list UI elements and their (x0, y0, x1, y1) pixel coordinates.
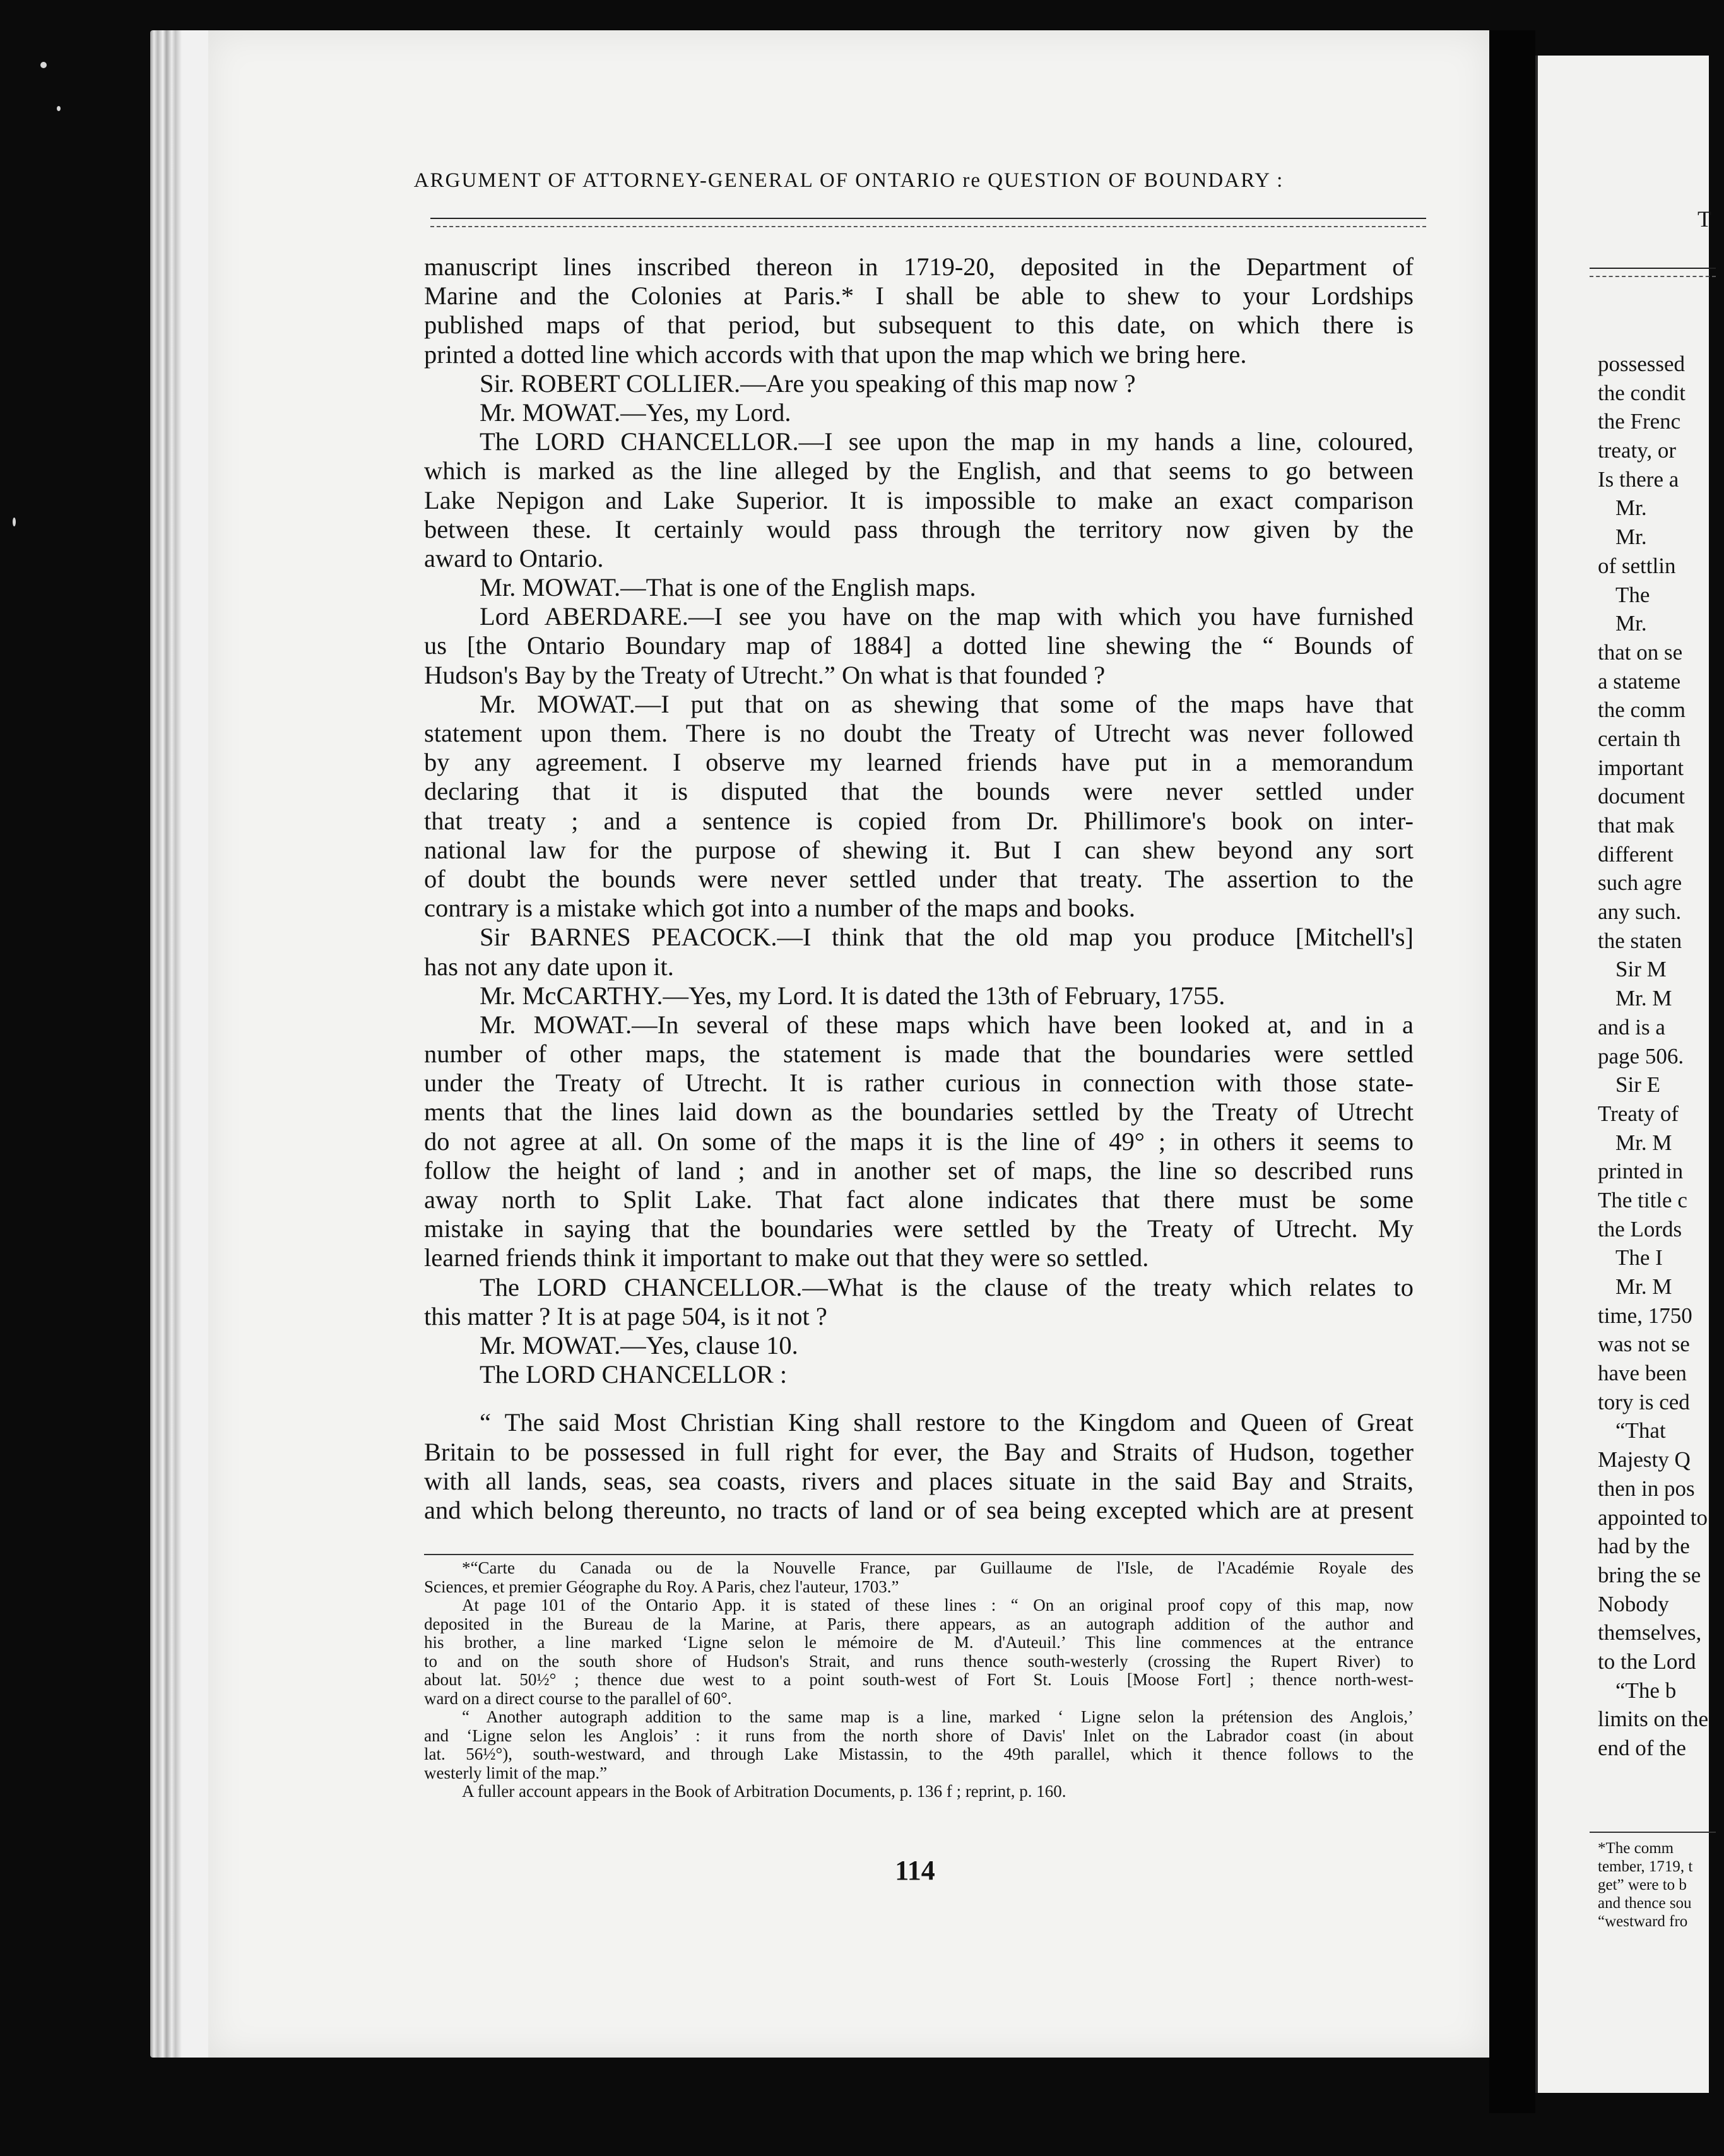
body-line: under the Treaty of Utrecht. It is rather curious in connection with those state- (424, 1069, 1414, 1098)
right-page-line: then in pos (1598, 1476, 1695, 1501)
body-line: Marine and the Colonies at Paris.* I shall be able to shew to your Lordships (424, 281, 1414, 311)
page-number: 114 (895, 1855, 935, 1886)
right-page-footnote-line: and thence sou (1598, 1895, 1692, 1912)
footnote-line: Sciences, et premier Géographe du Roy. A Paris, chez l'auteur, 1703.” (424, 1577, 899, 1596)
right-page-line: possessed (1598, 352, 1686, 376)
footnote-line: *“Carte du Canada ou de la Nouvelle France, par Guillaume de l'Isle, de l'Académie Royale des (462, 1558, 1414, 1577)
right-page-line: Is there a (1598, 466, 1679, 492)
body-line: learned friends think it important to make out that they were so settled. (424, 1243, 1149, 1272)
footnote-line: “ Another autograph addition to the same map is a line, marked ‘ Ligne selon la prétension des Anglois,’ (462, 1707, 1414, 1726)
right-page-line: the Lords (1598, 1216, 1682, 1241)
body-line: mistake in saying that the boundaries were settled by the Treaty of Utrecht. My (424, 1214, 1414, 1243)
right-page-line: the comm (1598, 697, 1686, 723)
body-line: Hudson's Bay by the Treaty of Utrecht.” On what is that founded ? (424, 660, 1106, 689)
right-page-line: any such. (1598, 899, 1682, 925)
body-line: Mr. MOWAT.—That is one of the English maps. (480, 573, 976, 602)
body-line: Mr. MOWAT.—In several of these maps which have been looked at, and in a (480, 1010, 1414, 1039)
right-page-line: Sir E (1615, 1072, 1660, 1098)
body-line: has not any date upon it. (424, 952, 674, 981)
right-page-line: that on se (1598, 639, 1683, 665)
right-page-line: printed in (1598, 1159, 1684, 1184)
body-line: and which belong thereunto, no tracts of land or of sea being excepted which are at present (424, 1495, 1414, 1524)
right-page-header-rule (1590, 268, 1716, 269)
body-line: of doubt the bounds were never settled under that treaty. The assertion to the (424, 864, 1414, 893)
right-page-line: Mr. M (1615, 986, 1672, 1011)
right-page-line: and is a (1598, 1014, 1665, 1040)
right-page-line: Treaty of (1598, 1101, 1679, 1126)
right-page-line: Majesty Q (1598, 1447, 1691, 1472)
body-line: follow the height of land ; and in another set of maps, the line so described runs (424, 1156, 1414, 1185)
book-gutter (1489, 30, 1535, 2113)
body-line: Britain to be possessed in full right for ever, the Bay and Straits of Hudson, together (424, 1437, 1414, 1466)
right-page-line: have been (1598, 1361, 1687, 1386)
body-line: which is marked as the line alleged by the English, and that seems to go between (424, 456, 1414, 485)
right-page-line: had by the (1598, 1534, 1690, 1559)
body-line: that treaty ; and a sentence is copied from Dr. Phillimore's book on inter- (424, 806, 1414, 835)
body-line: us [the Ontario Boundary map of 1884] a dotted line shewing the “ Bounds of (424, 631, 1414, 660)
right-page-header-rule-dotted (1590, 276, 1716, 277)
right-page-line: The title c (1598, 1187, 1687, 1212)
right-page-line: Sir M (1615, 957, 1667, 982)
right-page-line: such agre (1598, 870, 1682, 896)
right-page-line: was not se (1598, 1332, 1690, 1357)
body-line: published maps of that period, but subsequent to this date, on which there is (424, 311, 1414, 340)
body-line: Sir BARNES PEACOCK.—I think that the old map you produce [Mitchell's] (480, 923, 1414, 952)
body-line: The LORD CHANCELLOR.—I see upon the map in my hands a line, coloured, (480, 427, 1414, 456)
right-page-line: to the Lord (1598, 1649, 1696, 1674)
body-line: ments that the lines laid down as the boundaries settled by the Treaty of Utrecht (424, 1098, 1414, 1127)
right-page-line: themselves, (1598, 1620, 1702, 1645)
body-line: away north to Split Lake. That fact alone indicates that there must be some (424, 1185, 1414, 1214)
footnote-line: deposited in the Bureau de la Marine, at Paris, there appears, as an autograph addition of the author and (424, 1614, 1414, 1633)
right-page-line: the Frenc (1598, 409, 1681, 434)
body-line: manuscript lines inscribed thereon in 1719-20, deposited in the Department of (424, 252, 1414, 281)
right-page-line: The (1615, 582, 1650, 607)
body-line: contrary is a mistake which got into a number of the maps and books. (424, 894, 1135, 923)
right-page-line: document (1598, 784, 1686, 809)
footnotes (424, 1559, 1414, 1801)
right-page-line: end of the (1598, 1736, 1686, 1760)
body-line: printed a dotted line which accords with that upon the map which we bring here. (424, 340, 1247, 369)
right-page-footnote-line: *The comm (1598, 1840, 1674, 1857)
right-page-line: different (1598, 841, 1674, 867)
right-page-line: Mr. M (1615, 1130, 1672, 1155)
right-page-line: certain th (1598, 726, 1681, 751)
right-page-line: page 506. (1598, 1043, 1684, 1069)
footnote-line: about lat. 50½° ; thence due west to a point south-west of Fort St. Louis [Moose Fort] ; thence north-west- (424, 1670, 1414, 1689)
right-page-line: time, 1750 (1598, 1303, 1692, 1328)
right-page-line: bring the se (1598, 1562, 1701, 1587)
body-line: Lake Nepigon and Lake Superior. It is impossible to make an exact comparison (424, 485, 1414, 514)
body-line: Mr. McCARTHY.—Yes, my Lord. It is dated the 13th of February, 1755. (480, 981, 1225, 1010)
footnote-rule (424, 1554, 1414, 1555)
body-line: Mr. MOWAT.—Yes, clause 10. (480, 1330, 798, 1359)
footnote-line: A fuller account appears in the Book of Arbitration Documents, p. 136 f ; reprint, p. 160. (462, 1782, 1066, 1801)
body-line: number of other maps, the statement is made that the boundaries were settled (424, 1040, 1414, 1069)
right-page-footnote-rule (1590, 1832, 1716, 1833)
right-page-footnote-line: “westward fro (1598, 1913, 1688, 1930)
footnote-line: At page 101 of the Ontario App. it is stated of these lines : “ On an original proof copy of this map, now (462, 1596, 1414, 1614)
right-page-line: Mr. (1615, 524, 1647, 550)
right-page-line: the staten (1598, 928, 1682, 953)
right-page-line: Nobody (1598, 1591, 1669, 1616)
right-page-line: “That (1615, 1418, 1666, 1443)
body-line: The LORD CHANCELLOR.—What is the clause of the treaty which relates to (480, 1272, 1414, 1301)
body-text (424, 252, 1414, 1525)
footnote-line: ward on a direct course to the parallel of 60°. (424, 1688, 732, 1708)
body-line: “ The said Most Christian King shall restore to the Kingdom and Queen of Great (480, 1408, 1414, 1437)
body-line: Mr. MOWAT.—Yes, my Lord. (480, 398, 791, 427)
body-line: do not agree at all. On some of the maps it is the line of 49° ; in others it seems to (424, 1127, 1414, 1156)
right-page-line: a stateme (1598, 668, 1681, 694)
footnote-line: lat. 56½°), south-westward, and through Lake Mistassin, to the 49th parallel, which it thence follows to the (424, 1744, 1414, 1763)
body-line: statement upon them. There is no doubt the Treaty of Utrecht was never followed (424, 719, 1414, 747)
right-page-footnote-line: get” were to b (1598, 1876, 1687, 1893)
body-line: declaring that it is disputed that the bounds were never settled under (424, 777, 1414, 806)
footnote-line: westerly limit of the map.” (424, 1763, 608, 1782)
right-page-line: treaty, or (1598, 438, 1677, 463)
body-line: between these. It certainly would pass through the territory now given by the (424, 514, 1414, 543)
right-page-line: of settlin (1598, 553, 1676, 578)
right-page-line: Mr. (1615, 495, 1647, 521)
right-page-line: The I (1615, 1245, 1663, 1270)
body-line: Mr. MOWAT.—I put that on as shewing that some of the maps have that (480, 689, 1414, 718)
right-page-footnote-line: tember, 1719, t (1598, 1858, 1693, 1875)
right-page-header: T (1697, 206, 1711, 232)
scan-speck (57, 106, 61, 111)
body-line: national law for the purpose of shewing it. But I can shew beyond any sort (424, 835, 1414, 864)
right-page-text (1598, 350, 1724, 1763)
body-line: by any agreement. I observe my learned friends have put in a memorandum (424, 748, 1414, 777)
right-page (1535, 56, 1709, 2093)
right-page-line: Mr. M (1615, 1274, 1672, 1299)
footnote-line: to and on the south shore of Hudson's Strait, and runs thence south-westerly (crossing the Rupert River) to (424, 1651, 1414, 1671)
body-line: with all lands, seas, sea coasts, rivers and places situate in the said Bay and Straits, (424, 1466, 1414, 1495)
body-line (424, 1389, 1414, 1408)
body-line: The LORD CHANCELLOR : (480, 1360, 788, 1389)
right-page-line: limits on the (1598, 1707, 1708, 1732)
right-page-line: the condit (1598, 380, 1686, 405)
footnote-line: and ‘Ligne selon les Anglois’ : it runs from the north shore of Davis' Inlet on the Labrador coast (in about (424, 1726, 1414, 1745)
right-page-footnotes (1598, 1839, 1724, 1931)
right-page-line: appointed to (1598, 1505, 1708, 1530)
scan-speck (40, 62, 47, 68)
body-line: Sir. ROBERT COLLIER.—Are you speaking of this map now ? (480, 369, 1136, 398)
right-page-line: Mr. (1615, 611, 1647, 636)
body-line: award to Ontario. (424, 543, 604, 572)
running-header: ARGUMENT OF ATTORNEY-GENERAL OF ONTARIO re QUESTION OF BOUNDARY : (413, 169, 1284, 192)
header-rule-dotted (430, 226, 1426, 227)
right-page-line: that mak (1598, 813, 1675, 838)
right-page-line: tory is ced (1598, 1389, 1690, 1414)
right-page-line: “The b (1615, 1678, 1677, 1703)
header-rule (430, 218, 1426, 219)
scan-speck (13, 518, 16, 526)
body-line: this matter ? It is at page 504, is it not ? (424, 1301, 827, 1330)
right-page-line: important (1598, 755, 1684, 780)
body-line: Lord ABERDARE.—I see you have on the map with which you have furnished (480, 602, 1414, 631)
footnote-line: his brother, a line marked ‘Ligne selon le mémoire de M. d'Auteuil.’ This line commences at the entrance (424, 1633, 1414, 1652)
